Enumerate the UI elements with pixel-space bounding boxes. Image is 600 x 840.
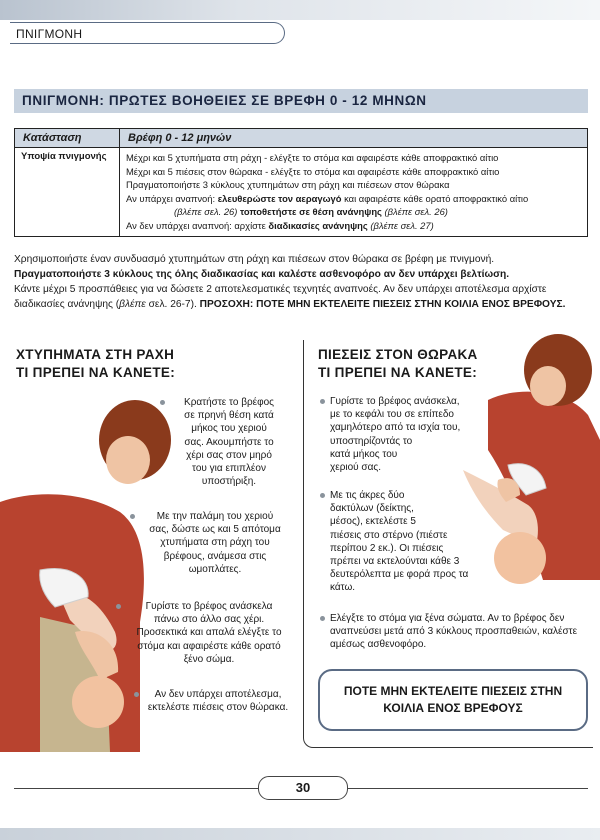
instruction-line	[126, 219, 581, 233]
condition-cell: Υποψία πνιγμονής	[15, 148, 120, 237]
bullet-icon	[320, 493, 325, 498]
list-item	[170, 396, 288, 488]
title-line: ΧΤΥΠΗΜΑΤΑ ΣΤΗ ΡΑΧΗ	[16, 347, 175, 362]
see-ref: βλέπε	[119, 299, 146, 310]
instruction-line	[126, 192, 581, 206]
bullet-line: υποστήριξη.	[201, 476, 257, 488]
bullet-line: αμέσως ασθενοφόρο.	[330, 639, 427, 651]
warning-line: ΚΟΙΛΙΑ ΕΝΟΣ ΒΡΕΦΟΥΣ	[383, 701, 523, 715]
text-span: Αν υπάρχει αναπνοή:	[126, 192, 218, 204]
bullet-line: σε πρηνή θέση κατά	[184, 410, 274, 422]
instructions-cell	[120, 148, 588, 237]
bullet-line: Αν δεν υπάρχει αποτέλεσμα,	[154, 689, 282, 700]
header-condition: Κατάσταση	[15, 129, 120, 148]
bullet-line: μέσος), εκτελέστε 5	[330, 516, 416, 528]
title-line: ΠΙΕΣΕΙΣ ΣΤΟΝ ΘΩΡΑΚΑ	[318, 347, 478, 362]
bullet-icon	[116, 604, 121, 609]
caution-text: ΠΡΟΣΟΧΗ: ΠΟΤΕ ΜΗΝ ΕΚΤΕΛΕΙΤΕ ΠΙΕΣΕΙΣ ΣΤΗΝ ΚΟΙΛΙΑ ΕΝΟΣ ΒΡΕΦΟΥΣ.	[199, 299, 566, 310]
bullet-line: με το κεφάλι του σε επίπεδο	[330, 409, 454, 421]
table-header-row	[15, 129, 588, 148]
bullet-line: δακτύλων (δείκτης,	[330, 503, 414, 515]
title-line: ΤΙ ΠΡΕΠΕΙ ΝΑ ΚΑΝΕΤΕ:	[318, 365, 478, 380]
bullet-line: Κρατήστε το βρέφος	[184, 397, 274, 408]
paragraph-text: σελ. 26-7).	[145, 299, 200, 310]
adult-face-icon	[530, 366, 566, 406]
bullet-icon	[320, 616, 325, 621]
bullet-line: ξένο σώμα.	[183, 653, 235, 665]
list-item	[140, 510, 290, 576]
paragraph-emphasis: Πραγματοποιήστε 3 κύκλους της όλης διαδικασίας και καλέστε ασθενοφόρο αν δεν υπάρχει βελτίωση.	[14, 269, 510, 280]
bullet-line: Με την παλάμη του χεριού	[156, 511, 274, 522]
bullet-line: δευτερόλεπτα με φορά προς τα	[330, 569, 469, 581]
bullet-icon	[160, 400, 165, 405]
back-blows-title	[16, 346, 175, 382]
page-number: 30	[258, 776, 348, 800]
bullet-line: στόμα και αφαιρέστε κάθε ορατό	[137, 640, 281, 652]
table-row	[15, 148, 588, 237]
section-tab: ΠΝΙΓΜΟΝΗ	[10, 22, 285, 44]
list-item	[126, 600, 292, 666]
bullet-line: Γυρίστε το βρέφος ανάσκελα,	[330, 396, 460, 407]
bullet-line: περίπου 2 εκ.). Οι πιέσεις	[330, 542, 444, 554]
bullet-line: μήκος του χεριού	[191, 423, 267, 435]
bullet-line: Γυρίστε το βρέφος ανάσκελα	[145, 601, 273, 612]
bullet-line: αναπνεύσει μετά από 3 κύκλους προσπαθειών, καλέστε	[330, 626, 578, 638]
bullet-line: χαμηλότερο από τα ισχία του,	[330, 422, 461, 434]
bullet-line: κάτω.	[330, 582, 356, 594]
bullet-line: σας. Ακουμπήστε το	[184, 436, 274, 448]
list-item	[144, 688, 292, 714]
paragraph-text: Χρησιμοποιήστε έναν συνδυασμό χτυπημάτων στη ράχη και πιέσεων στον θώρακα σε βρέφη με πνιγμονή.	[14, 254, 495, 265]
bullet-line: Με τις άκρες δύο	[330, 490, 405, 501]
situation-table	[14, 128, 588, 237]
emphasis: τοποθετήστε σε θέση ανάνηψης	[239, 206, 382, 218]
infant-head-icon	[72, 676, 124, 728]
page-ref: (βλέπε σελ. 26)	[174, 206, 240, 218]
bottom-decor-band	[0, 828, 600, 840]
instruction-line: Μέχρι και 5 πιέσεις στον θώρακα - ελέγξτε το στόμα και αφαιρέστε κάθε αποφρακτικό αίτιο	[126, 165, 500, 177]
adult-face-icon	[106, 436, 150, 484]
bullet-icon	[134, 692, 139, 697]
bullet-line: πιέσεις στο στέρνο (πιέστε	[330, 529, 448, 541]
paragraph-text: Κάντε μέχρι 5 προσπάθειες για να δώσετε 2 αποτελεσματικές τεχνητές αναπνοές. Αν δεν υπάρχει αποτέλεσμα αρχίστε διαδικασίες ανάνηψης (	[14, 284, 547, 310]
bullet-line: εκτελέστε πιέσεις στον θώρακα.	[147, 702, 289, 714]
page-title: ΠΝΙΓΜΟΝΗ: ΠΡΩΤΕΣ ΒΟΗΘΕΙΕΣ ΣΕ ΒΡΕΦΗ 0 - 12 ΜΗΝΩΝ	[14, 89, 588, 113]
text-span: και αφαιρέστε κάθε ορατό αποφρακτικό αίτιο	[341, 192, 529, 204]
title-line: ΤΙ ΠΡΕΠΕΙ ΝΑ ΚΑΝΕΤΕ:	[16, 365, 176, 380]
page-ref: (βλέπε σελ. 27)	[367, 219, 434, 231]
emphasis: ελευθερώστε τον αεραγωγό	[217, 192, 342, 204]
warning-box	[318, 669, 588, 731]
bullet-icon	[130, 514, 135, 519]
bullet-line: κατά μήκος του	[330, 448, 398, 460]
page-ref: (βλέπε σελ. 26)	[381, 206, 448, 218]
bullet-line: πάνω στο άλλο σας χέρι.	[153, 614, 265, 626]
bullet-line: χτυπήματα στη ράχη του	[160, 537, 270, 549]
bullet-line: βρέφους, ανάμεσα στις	[163, 550, 267, 562]
bullet-line: Ελέγξτε το στόμα για ξένα σώματα. Αν το βρέφος δεν	[330, 613, 565, 624]
text-span: Αν δεν υπάρχει αναπνοή: αρχίστε	[126, 219, 269, 231]
bullet-line: χέρι σας στον μηρό	[186, 449, 272, 461]
list-item	[330, 489, 490, 595]
emphasis: διαδικασίες ανάνηψης	[268, 219, 368, 231]
bullet-line: πρέπει να εκτελούνται κάθε 3	[330, 556, 460, 568]
warning-line: ΠΟΤΕ ΜΗΝ ΕΚΤΕΛΕΙΤΕ ΠΙΕΣΕΙΣ ΣΤΗΝ	[343, 684, 563, 698]
bullet-line: Προσεκτικά και απαλά ελέγξτε το	[136, 627, 282, 639]
bullet-line: του για επιπλέον	[192, 463, 266, 475]
instruction-line: Πραγματοποιήστε 3 κύκλους χτυπημάτων στη ράχη και πιέσεων στον θώρακα	[126, 179, 450, 191]
intro-paragraph	[14, 252, 588, 312]
list-item	[330, 395, 480, 474]
bullet-icon	[320, 399, 325, 404]
infant-head-icon	[494, 532, 546, 584]
list-item	[330, 612, 592, 652]
bullet-line: ωμοπλάτες.	[188, 563, 242, 575]
instruction-line	[126, 205, 581, 219]
bullet-line: υποστηρίζοντάς το	[330, 435, 413, 447]
bullet-line: σας, δώστε ως και 5 απότομα	[149, 524, 281, 536]
bullet-line: χεριού σας.	[330, 462, 381, 474]
instruction-line: Μέχρι και 5 χτυπήματα στη ράχη - ελέγξτε το στόμα και αφαιρέστε κάθε αποφρακτικό αίτιο	[126, 152, 499, 163]
header-infant: Βρέφη 0 - 12 μηνών	[120, 129, 588, 148]
top-decor-band	[0, 0, 600, 20]
